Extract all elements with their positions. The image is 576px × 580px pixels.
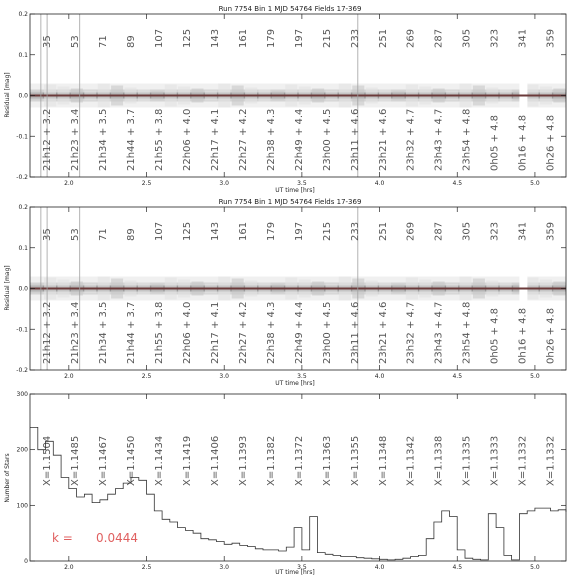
- field-time-label: 22h17 + 4.1: [209, 108, 221, 171]
- field-number-label: 251: [377, 221, 389, 241]
- airmass-label: X=1.1485: [70, 435, 82, 486]
- airmass-label: X=1.1363: [321, 435, 333, 486]
- field-number-label: 305: [461, 28, 473, 48]
- field-time-label: 21h12 + 3.2: [42, 301, 54, 364]
- field-time-label: 22h38 + 4.3: [265, 108, 277, 171]
- field-time-label: 0h26 + 4.8: [545, 114, 557, 172]
- field-time-label: 21h44 + 3.7: [126, 301, 138, 364]
- x-tick-label: 4.0: [374, 180, 385, 187]
- airmass-label: X=1.1467: [98, 435, 110, 486]
- airmass-label: X=1.1335: [461, 435, 473, 486]
- y-tick-label: -0.1: [16, 326, 28, 334]
- field-number-label: 89: [126, 35, 138, 48]
- field-number-label: 107: [154, 221, 166, 241]
- field-number-label: 107: [154, 28, 166, 48]
- field-time-label: 23h32 + 4.7: [405, 301, 417, 364]
- field-number-label: 179: [265, 221, 277, 241]
- x-tick-label: 4.5: [452, 564, 463, 571]
- field-time-label: 22h49 + 4.4: [293, 301, 305, 364]
- field-time-label: 22h27 + 4.2: [237, 301, 249, 364]
- field-time-label: 21h34 + 3.5: [98, 301, 110, 364]
- x-axis-label: UT time [hrs]: [275, 569, 315, 576]
- x-tick-label: 3.0: [219, 180, 229, 187]
- field-time-label: 22h38 + 4.3: [265, 301, 277, 364]
- field-time-label: 23h11 + 4.6: [349, 108, 361, 171]
- field-number-label: 359: [545, 221, 557, 242]
- y-tick-label: -0.2: [16, 174, 28, 181]
- field-number-label: 323: [489, 221, 501, 241]
- y-tick-label: 0.1: [18, 244, 28, 252]
- airmass-label: X=1.1342: [405, 435, 417, 486]
- field-number-label: 125: [182, 28, 194, 48]
- x-tick-label: 2.0: [64, 373, 74, 380]
- field-number-label: 215: [321, 221, 333, 241]
- x-tick-label: 3.5: [297, 180, 307, 187]
- airmass-label: X=1.1332: [517, 435, 529, 486]
- field-number-label: 71: [98, 228, 110, 241]
- field-time-label: 23h54 + 4.8: [461, 301, 473, 364]
- field-time-label: 22h06 + 4.0: [182, 108, 194, 171]
- field-time-label: 23h00 + 4.5: [321, 301, 333, 364]
- field-number-label: 35: [42, 35, 54, 48]
- panel-title: Run 7754 Bin 1 MJD 54764 Fields 17-369: [218, 5, 362, 13]
- airmass-label: X=1.1338: [433, 435, 445, 486]
- field-number-label: 233: [349, 28, 361, 48]
- x-tick-label: 5.0: [530, 373, 540, 380]
- airmass-label: X=1.1372: [293, 435, 305, 486]
- field-number-label: 341: [517, 221, 529, 241]
- field-number-label: 197: [293, 221, 305, 241]
- x-tick-label: 4.5: [452, 373, 463, 380]
- y-tick-label: -0.1: [16, 133, 28, 141]
- x-tick-label: 4.0: [374, 373, 385, 380]
- field-number-label: 197: [293, 28, 305, 48]
- field-number-label: 71: [98, 35, 110, 48]
- y-axis-label: Residual [mag]: [4, 265, 11, 311]
- field-number-label: 215: [321, 28, 333, 48]
- y-tick-label: 0.0: [18, 285, 28, 293]
- x-tick-label: 4.0: [374, 564, 385, 571]
- field-time-label: 0h16 + 4.8: [517, 307, 529, 364]
- airmass-label: X=1.1406: [209, 435, 221, 486]
- field-time-label: 0h16 + 4.8: [517, 114, 529, 171]
- x-tick-label: 2.5: [141, 373, 152, 380]
- field-number-label: 35: [42, 228, 54, 241]
- field-number-label: 269: [405, 221, 417, 241]
- x-tick-label: 2.5: [141, 180, 152, 187]
- x-axis-label: UT time [hrs]: [275, 187, 315, 194]
- field-number-label: 179: [265, 28, 277, 48]
- x-tick-label: 3.5: [297, 564, 307, 571]
- x-tick-label: 5.0: [530, 180, 540, 187]
- airmass-label: X=1.1419: [182, 435, 194, 486]
- field-number-label: 143: [209, 28, 221, 48]
- airmass-label: X=1.1348: [377, 435, 389, 486]
- field-time-label: 23h54 + 4.8: [461, 108, 473, 171]
- field-number-label: 161: [237, 28, 249, 48]
- airmass-label: X=1.1355: [349, 435, 361, 486]
- field-time-label: 0h05 + 4.8: [489, 307, 501, 364]
- field-number-label: 53: [70, 228, 82, 241]
- field-time-label: 23h00 + 4.5: [321, 108, 333, 171]
- y-tick-label: 0: [24, 558, 28, 565]
- field-number-label: 143: [209, 221, 221, 241]
- y-tick-label: 0.1: [18, 51, 28, 59]
- field-number-label: 305: [461, 221, 473, 241]
- x-tick-label: 3.0: [219, 564, 229, 571]
- field-time-label: 21h12 + 3.2: [42, 108, 54, 171]
- y-tick-label: 0.0: [18, 92, 28, 100]
- field-time-label: 21h23 + 3.4: [70, 108, 82, 171]
- x-tick-label: 3.5: [297, 373, 307, 380]
- y-axis-label: Residual [mag]: [4, 72, 11, 118]
- field-time-label: 22h49 + 4.4: [293, 108, 305, 171]
- field-time-label: 21h34 + 3.5: [98, 108, 110, 171]
- field-number-label: 323: [489, 28, 501, 48]
- field-time-label: 23h11 + 4.6: [349, 301, 361, 364]
- field-time-label: 21h44 + 3.7: [126, 108, 138, 171]
- x-tick-label: 4.5: [452, 180, 463, 187]
- airmass-label: X=1.1504: [42, 435, 54, 486]
- panel-title: Run 7754 Bin 1 MJD 54764 Fields 17-369: [218, 198, 362, 206]
- airmass-label: X=1.1393: [237, 435, 249, 486]
- field-number-label: 53: [70, 35, 82, 48]
- airmass-label: X=1.1382: [265, 435, 277, 486]
- field-number-label: 359: [545, 28, 557, 49]
- field-time-label: 22h06 + 4.0: [182, 301, 194, 364]
- field-time-label: 22h17 + 4.1: [209, 301, 221, 364]
- y-tick-label: 0.2: [18, 204, 28, 211]
- field-number-label: 251: [377, 28, 389, 48]
- field-number-label: 89: [126, 228, 138, 241]
- field-number-label: 233: [349, 221, 361, 241]
- airmass-label: X=1.1332: [545, 435, 557, 487]
- field-time-label: 23h21 + 4.6: [377, 108, 389, 171]
- field-time-label: 0h05 + 4.8: [489, 114, 501, 171]
- airmass-label: X=1.1450: [126, 435, 138, 486]
- field-number-label: 125: [182, 221, 194, 241]
- field-time-label: 23h43 + 4.7: [433, 301, 445, 364]
- y-tick-label: -0.2: [16, 367, 28, 374]
- x-tick-label: 2.0: [64, 180, 74, 187]
- field-time-label: 23h21 + 4.6: [377, 301, 389, 364]
- y-tick-label: 300: [16, 391, 28, 398]
- y-tick-label: 100: [16, 502, 28, 510]
- field-number-label: 287: [433, 221, 445, 241]
- field-time-label: 21h55 + 3.8: [154, 301, 166, 364]
- extinction-k-label: k =: [52, 531, 73, 545]
- field-time-label: 23h32 + 4.7: [405, 108, 417, 171]
- field-number-label: 287: [433, 28, 445, 48]
- extinction-k-value: 0.0444: [96, 531, 138, 545]
- y-axis-label: Number of Stars: [4, 453, 11, 503]
- field-time-label: 22h27 + 4.2: [237, 108, 249, 171]
- field-time-label: 21h55 + 3.8: [154, 108, 166, 171]
- y-tick-label: 200: [16, 446, 28, 454]
- airmass-label: X=1.1333: [489, 435, 501, 486]
- airmass-label: X=1.1434: [154, 435, 166, 486]
- field-number-label: 269: [405, 28, 417, 48]
- x-tick-label: 2.5: [141, 564, 152, 571]
- y-tick-label: 0.2: [18, 11, 28, 18]
- field-number-label: 341: [517, 28, 529, 48]
- x-tick-label: 2.0: [64, 564, 74, 571]
- field-time-label: 0h26 + 4.8: [545, 307, 557, 365]
- field-time-label: 21h23 + 3.4: [70, 301, 82, 364]
- x-tick-label: 3.0: [219, 373, 229, 380]
- field-number-label: 161: [237, 221, 249, 241]
- x-axis-label: UT time [hrs]: [275, 380, 315, 387]
- field-time-label: 23h43 + 4.7: [433, 108, 445, 171]
- x-tick-label: 5.0: [530, 564, 540, 571]
